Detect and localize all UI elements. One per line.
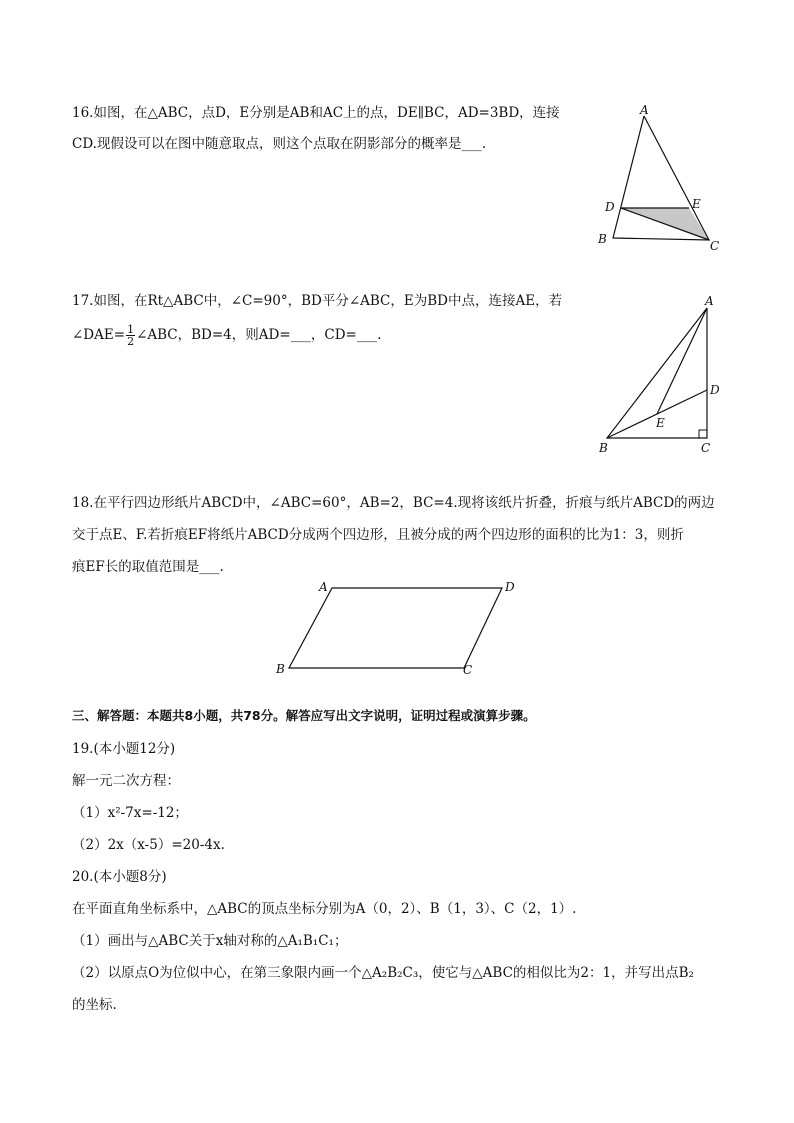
q17-label-c: C (701, 441, 711, 455)
q16-label-c: C (710, 239, 720, 253)
q18-figure (270, 575, 530, 685)
q16-label-e: E (692, 197, 701, 211)
q18-label-b: B (276, 662, 285, 676)
q17-right-angle-mark (699, 430, 707, 438)
q17-frac-num: 1 (127, 323, 135, 336)
q20-part2-cont: 的坐标. (72, 997, 117, 1013)
q19-part1: （1）x²-7x=-12； (72, 805, 188, 821)
q19-prompt: 解一元二次方程： (72, 773, 180, 789)
q17-text-line2 (72, 324, 381, 347)
q17-label-d: D (710, 383, 720, 397)
q20-part1: （1）画出与△ABC关于x轴对称的△A₁B₁C₁； (72, 933, 348, 949)
q17-figure (595, 292, 725, 457)
q20-part2: （2）以原点O为位似中心，在第三象限内画一个△A₂B₂C₃，使它与△ABC的相似比为2：1，并写出点B₂ (72, 965, 694, 981)
q18-text-line2: 交于点E、F.若折痕EF将纸片ABCD分成两个四边形，且被分成的两个四边形的面积的比为1：3，则折 (72, 527, 684, 543)
q20-title: 20.(本小题8分) (72, 869, 167, 885)
q17-line2-post: ∠ABC，BD=4，则AD=___，CD=___. (136, 327, 382, 343)
q17-frac-den: 2 (127, 335, 135, 348)
q17-text-line1: 17.如图，在Rt△ABC中，∠C=90°，BD平分∠ABC，E为BD中点，连接AE，若 (72, 293, 563, 309)
q16-label-d: D (605, 200, 615, 214)
q20-line1: 在平面直角坐标系中，△ABC的顶点坐标分别为A（0，2）、B（1，3）、C（2，1）. (72, 901, 577, 917)
q18-parallelogram-abcd (289, 588, 502, 668)
q16-label-b: B (598, 232, 607, 246)
q16-figure (590, 100, 730, 260)
q18-label-a: A (319, 580, 328, 594)
q18-label-c: C (463, 663, 473, 677)
q17-label-b: B (599, 441, 608, 455)
q18-text-line3: 痕EF长的取值范围是___. (72, 559, 224, 575)
q16-text-line1: 16.如图，在△ABC，点D，E分别是AB和AC上的点，DE∥BC，AD=3BD，连接 (72, 105, 560, 121)
q18-text-line1: 18.在平行四边形纸片ABCD中，∠ABC=60°，AB=2，BC=4.现将该纸片折叠，折痕与纸片ABCD的两边 (72, 495, 715, 511)
q17-line2-pre: ∠DAE= (72, 327, 126, 343)
section3-heading: 三、解答题：本题共8小题，共78分。解答应写出文字说明，证明过程或演算步骤。 (72, 708, 536, 723)
q16-label-a: A (640, 103, 649, 117)
q17-label-a: A (705, 294, 714, 308)
q16-text-line2: CD.现假设可以在图中随意取点，则这个点取在阴影部分的概率是___. (72, 136, 487, 152)
q19-title: 19.(本小题12分) (72, 741, 176, 757)
q17-fraction (126, 324, 135, 347)
q19-part2: （2）2x（x-5）=20-4x. (72, 837, 225, 853)
q18-label-d: D (505, 580, 515, 594)
q17-segment-ae (657, 308, 707, 414)
q17-label-e: E (656, 416, 665, 430)
